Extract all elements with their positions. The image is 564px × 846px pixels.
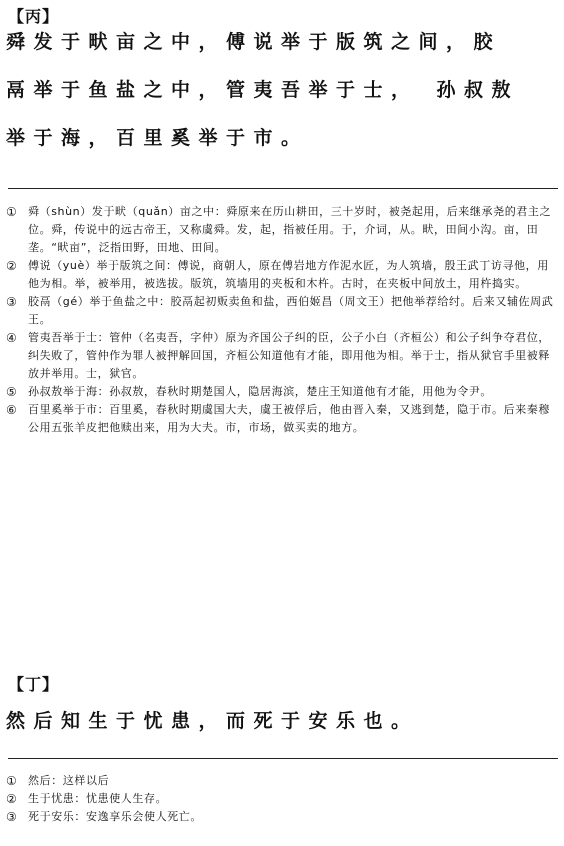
- annotation-text: 生于忧患：忧患使人生存。: [28, 792, 168, 805]
- divider: [8, 758, 558, 759]
- annotation-item: [6, 772, 554, 790]
- annotation-number: ③: [6, 295, 17, 309]
- annotation-text: 死于安乐：安逸享乐会使人死亡。: [28, 810, 202, 823]
- annotation-text: 孙叔敖举于海：孙叔敖，春秋时期楚国人，隐居海滨，楚庄王知道他有才能，用他为令尹。: [28, 385, 492, 398]
- classical-text-line: 舜发于畎亩之中，傅说举于版筑之间，胶: [6, 31, 502, 53]
- annotation-item: [6, 257, 554, 293]
- annotation-text: 胶鬲（gé）举于鱼盐之中：胶鬲起初贩卖鱼和盐，西伯姬昌（周文王）把他举荐给纣。后来又辅佐周武王。: [28, 295, 554, 326]
- annotation-number: ①: [6, 774, 17, 788]
- annotation-item: [6, 808, 554, 826]
- annotation-text: 傅说（yuè）举于版筑之间：傅说，商朝人，原在傅岩地方作泥水匠，为人筑墙，殷王武丁访寻他，用他为相。举，被举用，被选拔。版筑，筑墙用的夹板和木杵。古时，在夹板中间放土，用杵捣实。: [28, 259, 549, 290]
- annotation-item: [6, 383, 554, 401]
- annotation-item: [6, 329, 554, 383]
- annotation-list-ding: [6, 772, 554, 826]
- classical-text-line: 举于海，百里奚举于市。: [6, 127, 309, 149]
- section-title-bing: 【丙】: [8, 7, 60, 26]
- annotation-list-bing: [6, 203, 554, 437]
- section-title-ding: 【丁】: [8, 675, 60, 694]
- annotation-text: 管夷吾举于士：管仲（名夷吾，字仲）原为齐国公子纠的臣，公子小白（齐桓公）和公子纠争夺君位，纠失败了，管仲作为罪人被押解回国，齐桓公知道他有才能，即用他为相。举于士，指从狱官手里被释放并举用。士，狱官。: [28, 331, 550, 380]
- annotation-number: ④: [6, 331, 17, 345]
- annotation-text: 舜（shùn）发于畎（quǎn）亩之中：舜原来在历山耕田，三十岁时，被尧起用，后来继承尧的君主之位。舜，传说中的远古帝王，又称虞舜。发，起，指被任用。于，介词，从。畎，田间小沟。亩，田垄。“畎亩”，泛指田野，田地、田间。: [28, 205, 552, 254]
- annotation-number: ⑥: [6, 403, 17, 417]
- classical-text-line: 鬲举于鱼盐之中，管夷吾举于士， 孙叔敖: [6, 79, 520, 101]
- annotation-number: ②: [6, 792, 17, 806]
- annotation-item: [6, 203, 554, 257]
- annotation-number: ①: [6, 205, 17, 219]
- classical-text-line: 然后知生于忧患，而死于安乐也。: [6, 710, 419, 732]
- divider: [8, 188, 558, 189]
- annotation-number: ③: [6, 810, 17, 824]
- annotation-item: [6, 293, 554, 329]
- annotation-number: ⑤: [6, 385, 17, 399]
- annotation-item: [6, 401, 554, 437]
- annotation-item: [6, 790, 554, 808]
- annotation-number: ②: [6, 259, 17, 273]
- annotation-text: 百里奚举于市：百里奚，春秋时期虞国大夫，虞王被俘后，他由晋入秦，又逃到楚，隐于市。后来秦穆公用五张羊皮把他赎出来，用为大夫。市，市场，做买卖的地方。: [28, 403, 550, 434]
- annotation-text: 然后：这样以后: [28, 774, 110, 787]
